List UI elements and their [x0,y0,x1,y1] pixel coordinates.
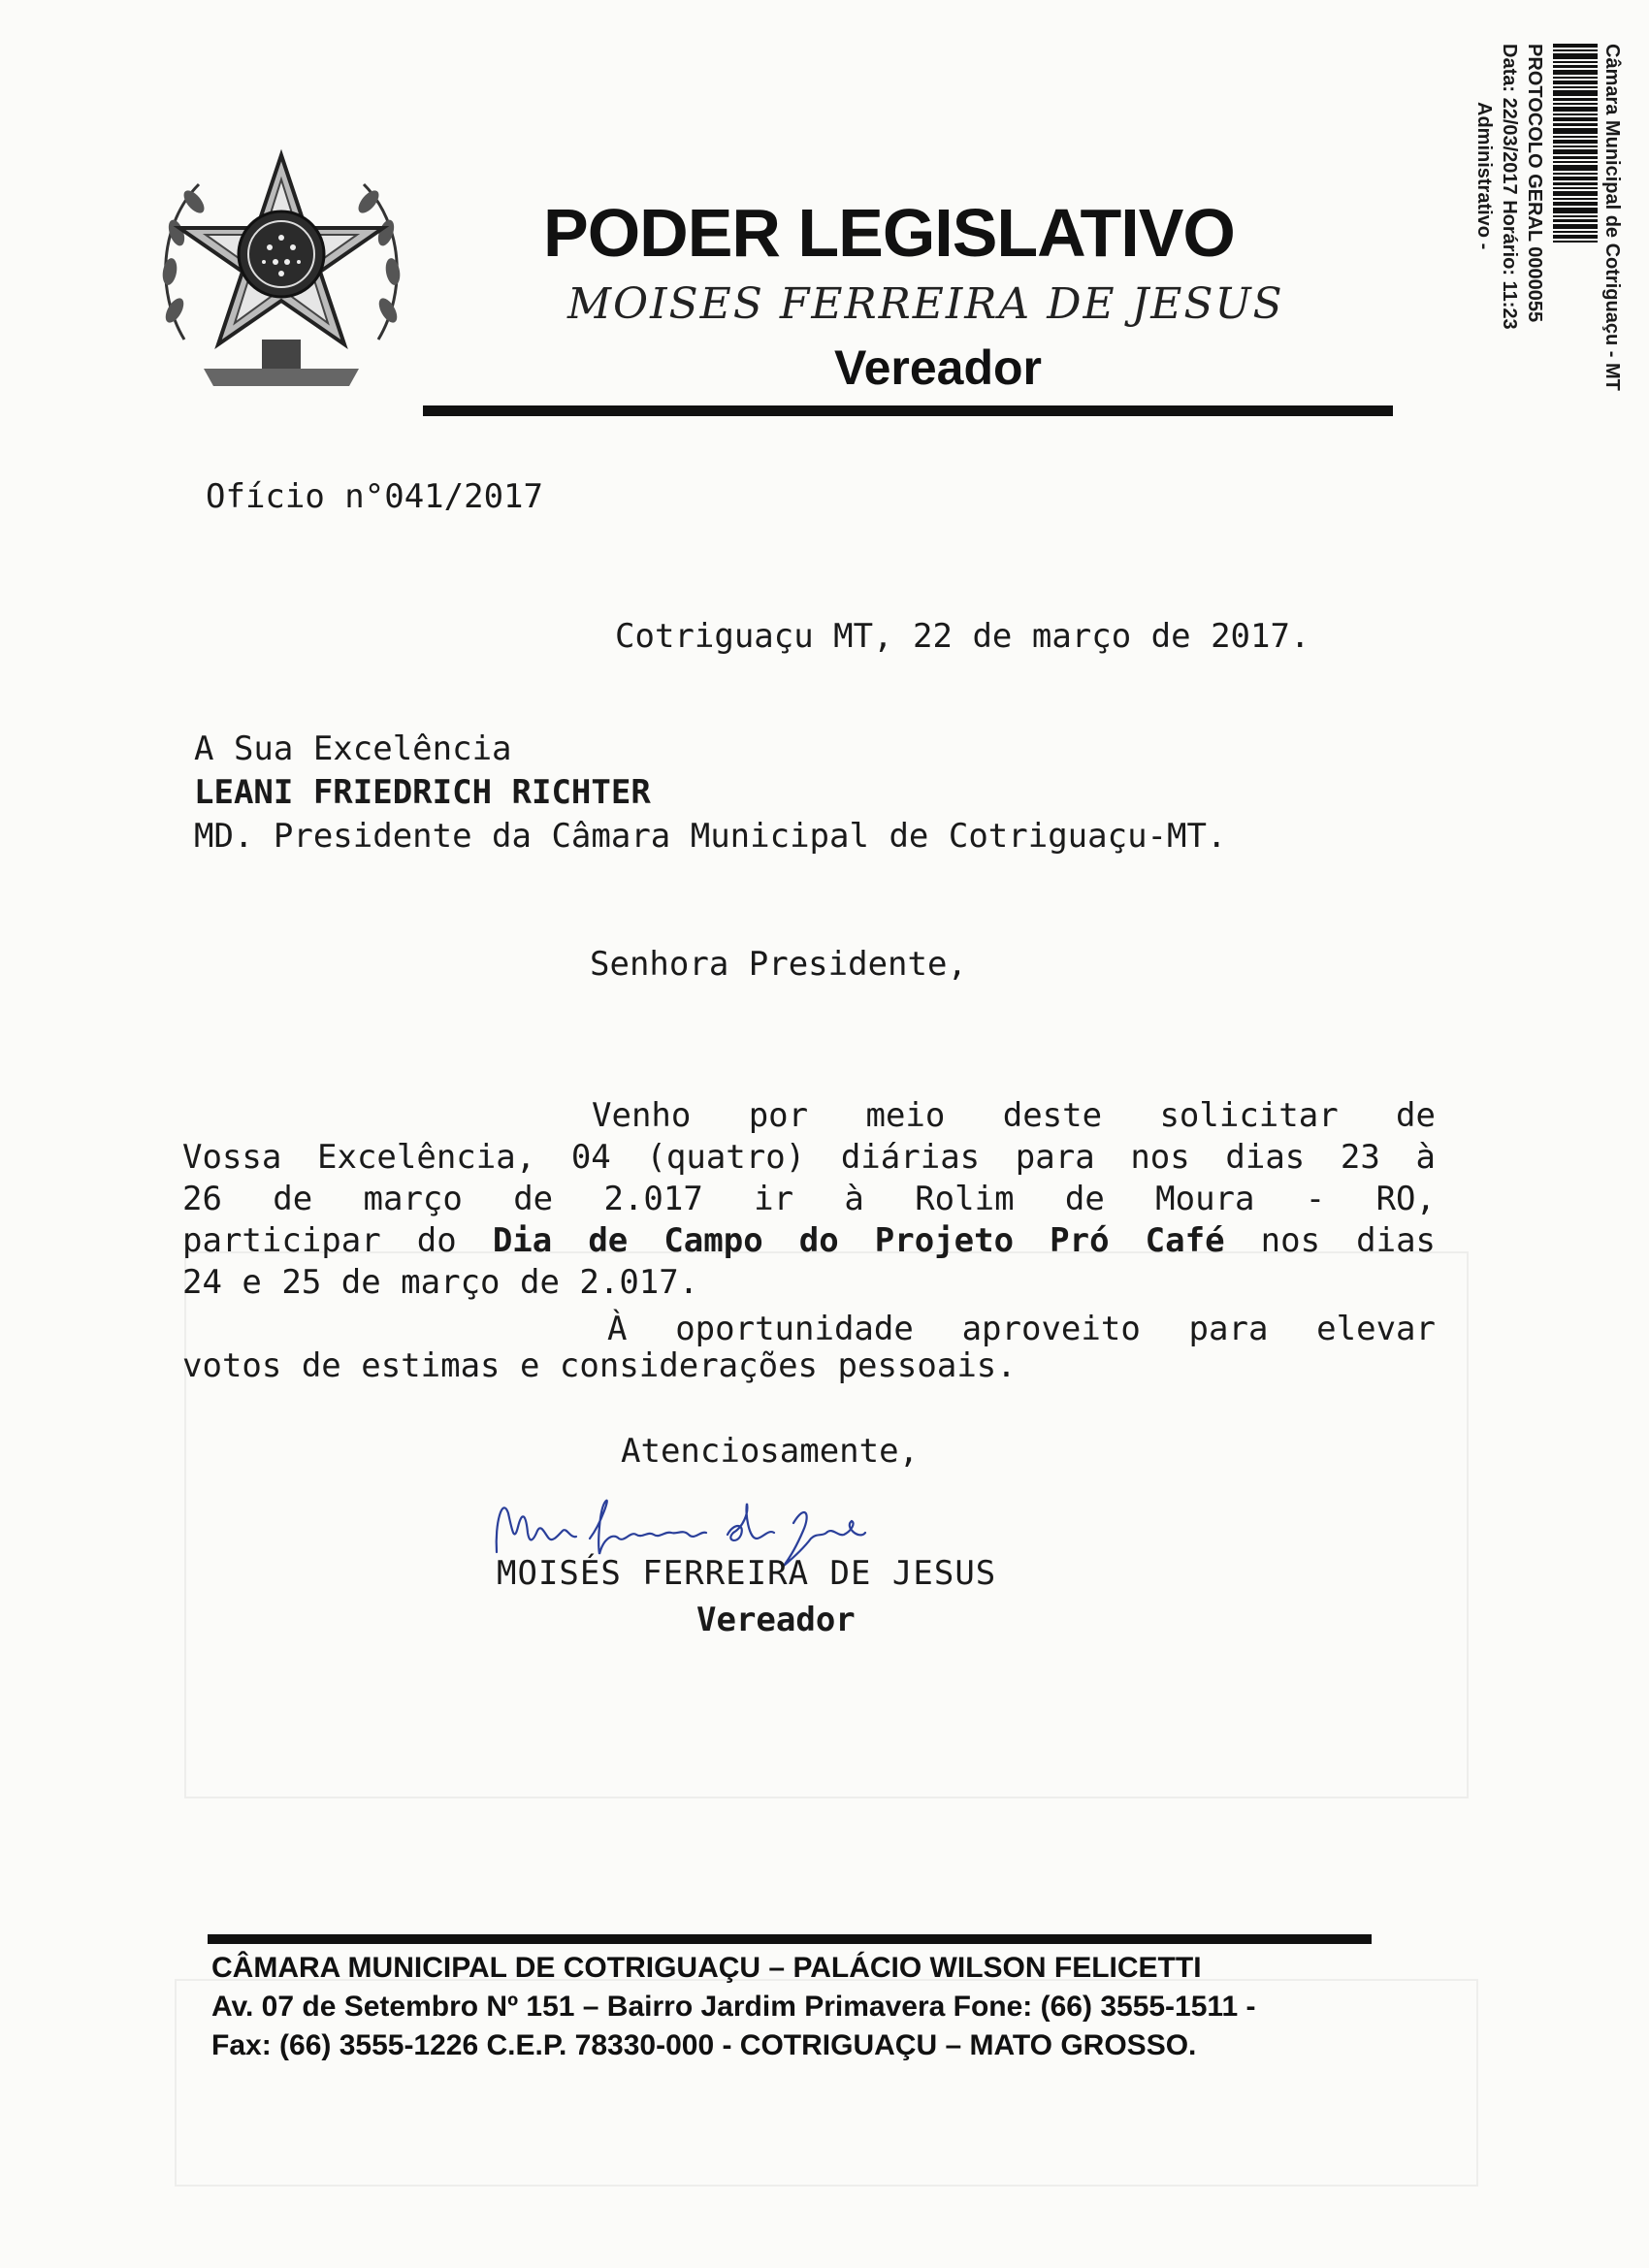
recipient-salutation: A Sua Excelência [194,729,512,768]
protocol-stamp [1440,44,1634,412]
footer-line-3: Fax: (66) 3555-1226 C.E.P. 78330-000 - COTRIGUAÇU – MATO GROSSO. [211,2029,1197,2061]
closing: Atenciosamente, [621,1432,920,1471]
paragraph-1-line-2: Vossa Excelência, 04 (quatro) diárias para nos dias 23 à [182,1138,1436,1177]
signer-name: MOISÉS FERREIRA DE JESUS [497,1554,997,1593]
recipient-title: MD. Presidente da Câmara Municipal de Cotriguaçu-MT. [194,817,1227,856]
stamp-line-4: Administrativo - [1473,102,1495,250]
event-name: Dia de Campo do Projeto Pró Café [492,1221,1225,1260]
paragraph-2-line-2: votos de estimas e considerações pessoais. [182,1346,1017,1385]
paragraph-1-line-4-pre: participar do [182,1221,457,1260]
header-role: Vereador [834,340,1043,395]
footer-line-2: Av. 07 de Setembro Nº 151 – Bairro Jardim Primavera Fone: (66) 3555-1511 - [211,1991,1256,2023]
header-rule [423,405,1393,416]
paragraph-1-line-5: 24 e 25 de março de 2.017. [182,1263,699,1302]
coat-of-arms-icon [146,146,417,398]
letter-reference: Ofício n°041/2017 [206,477,543,516]
signer-role: Vereador [696,1601,856,1639]
footer-rule [208,1934,1372,1944]
paragraph-1-line-4 [182,1219,1436,1262]
stamp-line-1: Câmara Municipal de Cotriguaçu - MT [1601,44,1623,391]
paragraph-1-line-1: Venho por meio deste solicitar de [592,1096,1436,1135]
paragraph-2-line-1: À oportunidade aproveito para elevar [607,1310,1436,1348]
paragraph-1-line-3: 26 de março de 2.017 ir à Rolim de Moura - RO, [182,1180,1436,1218]
stamp-line-3: Data: 22/03/2017 Horário: 11:23 [1499,44,1520,330]
footer-line-1: CÂMARA MUNICIPAL DE COTRIGUAÇU – PALÁCIO WILSON FELICETTI [211,1952,1202,1984]
paragraph-1-line-4-post: nos dias [1260,1221,1437,1260]
barcode-icon [1553,44,1598,412]
header-name: MOISES FERREIRA DE JESUS [567,279,1284,329]
place-date: Cotriguaçu MT, 22 de março de 2017. [615,617,1310,656]
recipient-name: LEANI FRIEDRICH RICHTER [194,773,651,812]
greeting: Senhora Presidente, [590,945,967,984]
stamp-line-2: PROTOCOLO GERAL 0000055 [1524,44,1545,323]
header-title: PODER LEGISLATIVO [543,195,1235,271]
